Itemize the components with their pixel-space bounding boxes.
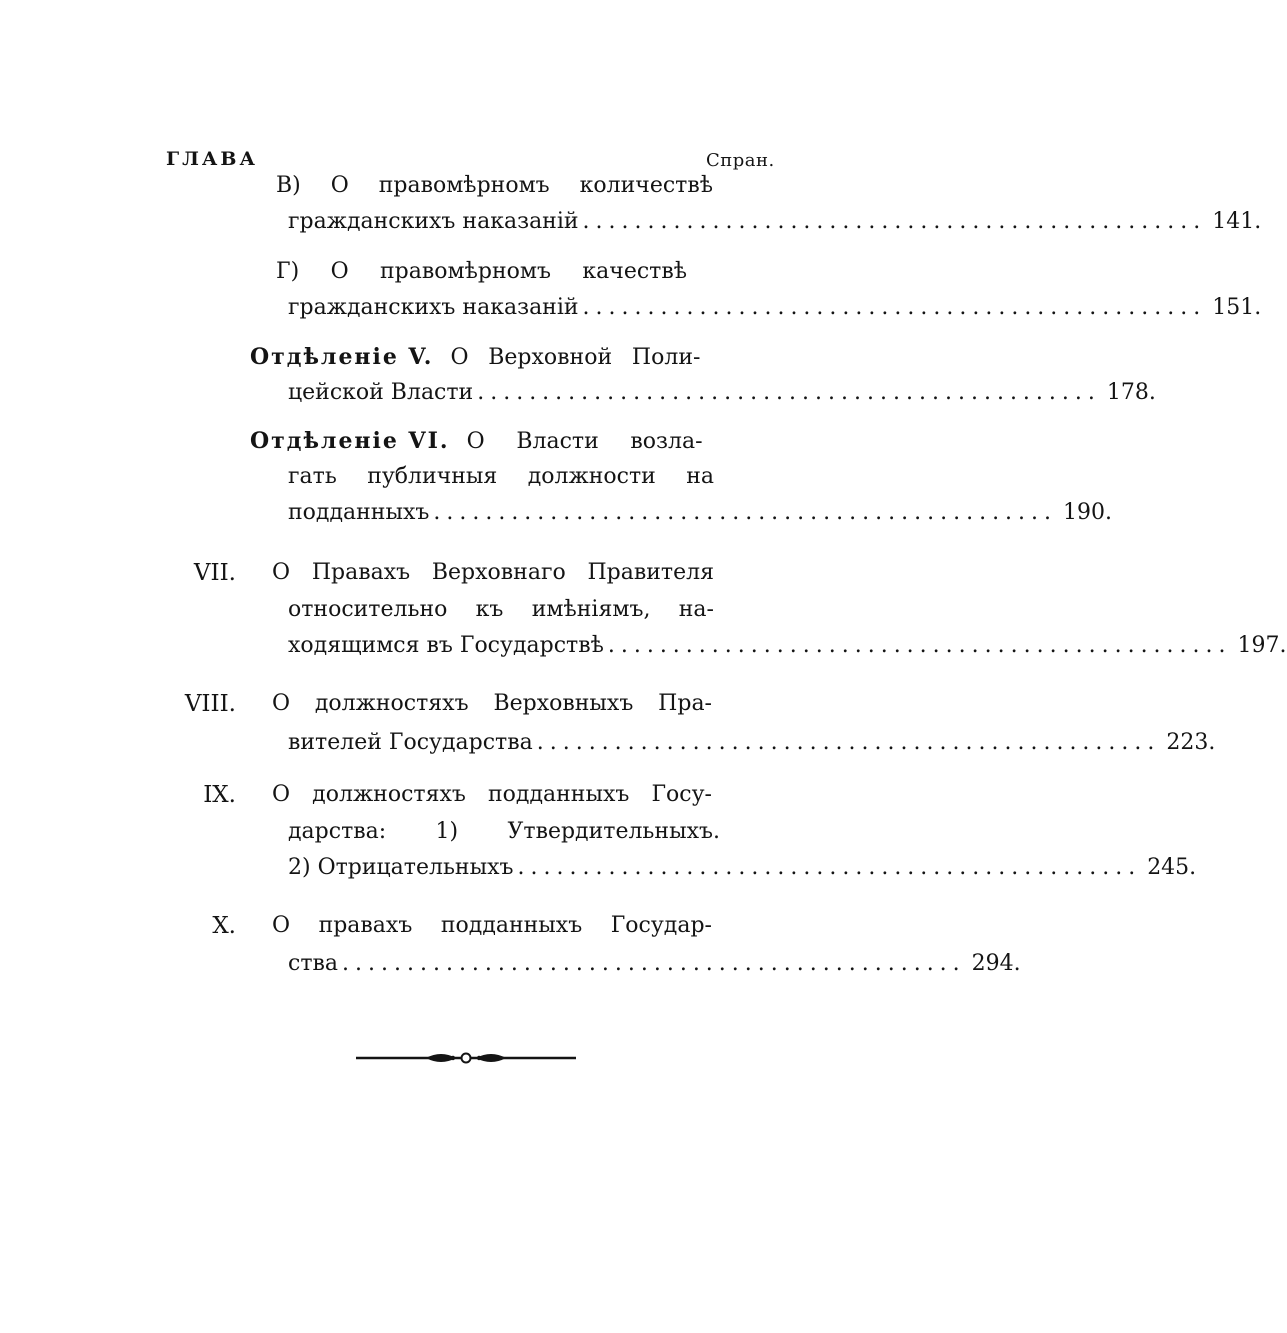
chapter-number: IX. (203, 782, 236, 808)
entry-title: ства (288, 951, 338, 976)
toc-entry-5-line-2[interactable] (288, 727, 1216, 759)
dot-leader: ................................................ (517, 855, 1142, 880)
text-fragment: О (272, 913, 291, 938)
text-fragment: должностяхъ (314, 691, 469, 716)
dot-leader: ................................................ (582, 209, 1207, 234)
entry-title: 2) Отрицательныхъ (288, 855, 514, 880)
page-number: 223. (1166, 730, 1216, 755)
toc-entry-3-line-2 (288, 461, 714, 493)
text-fragment: правахъ (318, 913, 413, 938)
text-fragment: количествѣ (579, 173, 713, 198)
text-fragment: гать (288, 464, 337, 489)
entry-title: гражданскихъ наказаній (288, 295, 579, 320)
toc-entry-6-line-2 (288, 816, 720, 848)
page-number: 245. (1147, 855, 1197, 880)
text-fragment: В) (276, 173, 301, 198)
text-fragment: Поли- (631, 345, 701, 370)
toc-entry-6-line-1 (272, 779, 712, 811)
toc-entry-2-line-2[interactable] (288, 377, 1156, 409)
entry-title: гражданскихъ наказаній (288, 209, 579, 234)
text-fragment: Утвердительныхъ. (507, 819, 720, 844)
toc-entry-0-line-1 (276, 170, 713, 202)
dot-leader: ................................................ (582, 295, 1207, 320)
text-fragment: О (272, 782, 291, 807)
text-fragment: О (330, 173, 349, 198)
page-number: 141. (1212, 209, 1262, 234)
toc-entry-3-line-3[interactable] (288, 497, 1113, 529)
text-fragment: на- (678, 597, 714, 622)
page-number: 190. (1063, 500, 1113, 525)
text-fragment: правомѣрномъ (378, 173, 550, 198)
toc-entry-1-line-1 (276, 256, 687, 288)
column-header-chapter: ГЛАВА (166, 148, 258, 170)
text-fragment: публичныя (367, 464, 498, 489)
chapter-number: VIII. (184, 691, 236, 717)
entry-title: вителей Государства (288, 730, 533, 755)
page-number: 151. (1212, 295, 1262, 320)
ornament-divider-icon (356, 1044, 576, 1072)
entry-title: подданныхъ (288, 500, 430, 525)
toc-entry-1-line-2[interactable] (288, 292, 1262, 324)
text-fragment: Власти (516, 429, 599, 454)
toc-entry-4-line-3[interactable] (288, 630, 1287, 662)
text-fragment: должностяхъ (312, 782, 466, 807)
toc-entry-7-line-1 (272, 910, 712, 942)
text-fragment: имѣніямъ, (531, 597, 651, 622)
text-fragment: Г) (276, 259, 300, 284)
entry-title: цейской Власти (288, 380, 474, 405)
text-fragment: О (450, 345, 469, 370)
text-fragment: Госу- (651, 782, 712, 807)
text-fragment: Правителя (587, 560, 714, 585)
text-fragment: относительно (288, 597, 448, 622)
page-number: 178. (1106, 380, 1156, 405)
text-fragment: подданныхъ (488, 782, 630, 807)
section-label: Отдѣленіе VI. (250, 428, 450, 454)
text-fragment: Верховныхъ (493, 691, 634, 716)
text-fragment: къ (475, 597, 504, 622)
page-number: 197. (1237, 633, 1287, 658)
page-number: 294. (971, 951, 1021, 976)
text-fragment: правомѣрномъ (380, 259, 551, 284)
text-fragment: Верховнаго (431, 560, 566, 585)
text-fragment: Правахъ (311, 560, 411, 585)
text-fragment: 1) (435, 819, 459, 844)
text-fragment: подданныхъ (440, 913, 583, 938)
text-fragment: на (686, 464, 714, 489)
text-fragment: возла- (630, 429, 703, 454)
entry-title: ходящимся въ Государствѣ (288, 633, 604, 658)
chapter-number: VII. (193, 560, 236, 586)
dot-leader: ................................................ (433, 500, 1058, 525)
text-fragment: Пра- (658, 691, 712, 716)
text-fragment: О (330, 259, 349, 284)
toc-entry-0-line-2[interactable] (288, 206, 1262, 238)
toc-entry-2-line-1 (250, 341, 720, 373)
toc-entry-3-line-1 (250, 425, 720, 457)
toc-entry-7-line-2[interactable] (288, 948, 1021, 980)
toc-entry-6-line-3[interactable] (288, 852, 1197, 884)
toc-entry-5-line-1 (272, 688, 712, 720)
dot-leader: ................................................ (342, 951, 966, 976)
dot-leader: ................................................ (607, 633, 1232, 658)
text-fragment: дарства: (288, 819, 387, 844)
text-fragment: Государ- (610, 913, 712, 938)
dot-leader: ................................................ (536, 730, 1161, 755)
text-fragment: О (466, 429, 485, 454)
dot-leader: ................................................ (477, 380, 1101, 405)
section-label: Отдѣленіе V. (250, 344, 434, 370)
column-header-page: Спран. (706, 150, 775, 171)
chapter-number: X. (212, 913, 236, 939)
text-fragment: должности (527, 464, 656, 489)
text-fragment: качествѣ (582, 259, 687, 284)
toc-entry-4-line-2 (288, 594, 714, 626)
text-fragment: О (272, 560, 291, 585)
text-fragment: Верховной (488, 345, 613, 370)
text-fragment: О (272, 691, 291, 716)
toc-entry-4-line-1 (272, 557, 714, 589)
